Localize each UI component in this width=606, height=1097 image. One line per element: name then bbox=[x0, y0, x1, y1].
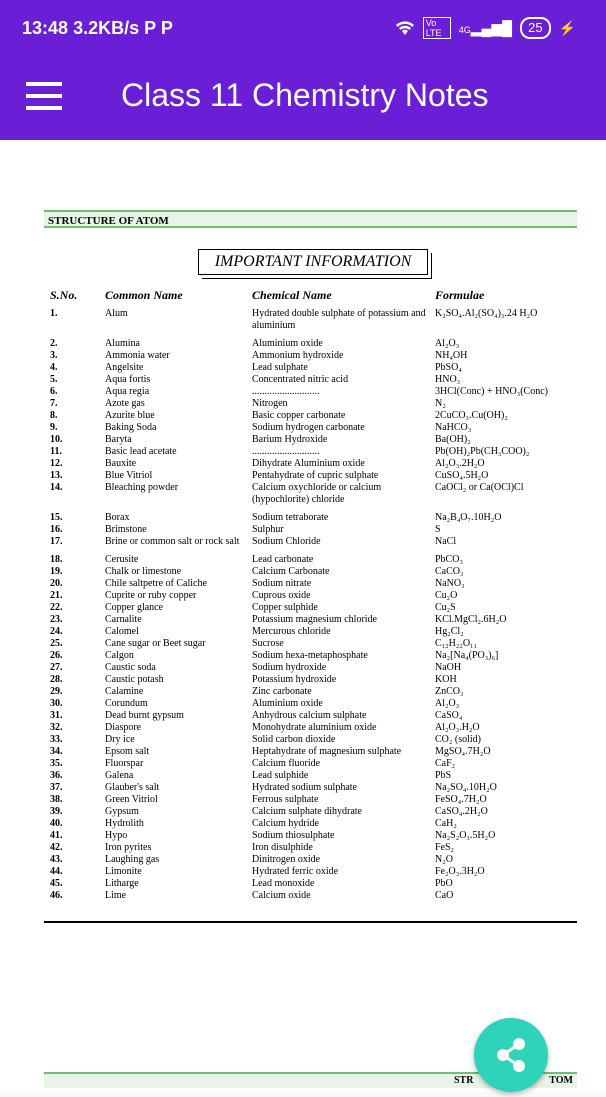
row-number: 10. bbox=[50, 434, 63, 445]
common-name: Caustic potash bbox=[105, 674, 164, 685]
common-name: Bleaching powder bbox=[105, 482, 179, 493]
formula: PbSO₄ bbox=[435, 362, 462, 373]
formula: Ba(OH)₂ bbox=[435, 434, 471, 445]
common-name: Cane sugar or Beet sugar bbox=[105, 638, 206, 649]
common-name: Chalk or limestone bbox=[105, 566, 182, 577]
table-row bbox=[50, 626, 590, 638]
chemical-name: Lead sulphide bbox=[252, 770, 309, 781]
common-name: Cerusite bbox=[105, 554, 139, 565]
formula: CuSO₄.5H₂O bbox=[435, 470, 489, 481]
table-row bbox=[50, 398, 590, 410]
chemical-name: Calcium fluoride bbox=[252, 758, 321, 769]
common-name: Litharge bbox=[105, 878, 139, 889]
table-row bbox=[50, 524, 590, 536]
table-row bbox=[50, 422, 590, 434]
row-number: 1. bbox=[50, 308, 58, 319]
table-row bbox=[50, 734, 590, 746]
chemical-name: Calcium oxychloride or calcium (hypochlorite) chloride bbox=[252, 482, 382, 505]
common-name: Fluorspar bbox=[105, 758, 144, 769]
row-number: 36. bbox=[50, 770, 63, 781]
chemical-name: Sodium Chloride bbox=[252, 536, 321, 547]
chemical-name: ........................... bbox=[252, 446, 320, 457]
formula: CaF₂ bbox=[435, 758, 456, 769]
row-number: 27. bbox=[50, 662, 63, 673]
chemical-name: Monohydrate aluminium oxide bbox=[252, 722, 377, 733]
chemical-name: Sodium hydrogen carbonate bbox=[252, 422, 365, 433]
common-name: Copper glance bbox=[105, 602, 164, 613]
chemical-name: Hydrated sodium sulphate bbox=[252, 782, 357, 793]
formula: Na₂SO₄.10H₂O bbox=[435, 782, 497, 793]
common-name: Brimstone bbox=[105, 524, 147, 535]
common-name: Blue Vitriol bbox=[105, 470, 153, 481]
chemical-name: Dinitrogen oxide bbox=[252, 854, 321, 865]
chemical-name: Heptahydrate of magnesium sulphate bbox=[252, 746, 402, 757]
chemical-name: Nitrogen bbox=[252, 398, 288, 409]
row-number: 15. bbox=[50, 512, 63, 523]
formula: MgSO₄.7H₂O bbox=[435, 746, 491, 757]
formula: CaOCl₂ or Ca(OCl)Cl bbox=[435, 482, 524, 493]
row-number: 21. bbox=[50, 590, 63, 601]
table-row bbox=[50, 386, 590, 398]
common-name: Brine or common salt or rock salt bbox=[105, 536, 240, 547]
row-number: 24. bbox=[50, 626, 63, 637]
compounds-table bbox=[50, 308, 590, 902]
table-row bbox=[50, 374, 590, 386]
formula: Hg₂Cl₂ bbox=[435, 626, 464, 637]
chemical-name: Concentrated nitric acid bbox=[252, 374, 349, 385]
common-name: Green Vitriol bbox=[105, 794, 158, 805]
row-number: 18. bbox=[50, 554, 63, 565]
table-row bbox=[50, 746, 590, 758]
common-name: Azote gas bbox=[105, 398, 145, 409]
header-sno: S.No. bbox=[50, 288, 78, 302]
row-number: 25. bbox=[50, 638, 63, 649]
table-row bbox=[50, 710, 590, 722]
table-row bbox=[50, 662, 590, 674]
table-row bbox=[50, 458, 590, 470]
header-chemical-name: Chemical Name bbox=[252, 288, 332, 302]
common-name: Calgon bbox=[105, 650, 134, 661]
formula: N₂O bbox=[435, 854, 453, 865]
common-name: Calomel bbox=[105, 626, 139, 637]
table-row bbox=[50, 854, 590, 866]
chemical-name: Barium Hydroxide bbox=[252, 434, 328, 445]
row-number: 33. bbox=[50, 734, 63, 745]
formula: HNO₃ bbox=[435, 374, 461, 385]
chemical-name: Lead carbonate bbox=[252, 554, 314, 565]
table-row bbox=[50, 482, 590, 509]
common-name: Limonite bbox=[105, 866, 142, 877]
table-row bbox=[50, 434, 590, 446]
chemical-name: ........................... bbox=[252, 386, 320, 397]
table-row bbox=[50, 698, 590, 710]
row-number: 2. bbox=[50, 338, 58, 349]
row-number: 17. bbox=[50, 536, 63, 547]
formula: Fe₂O₃.3H₂O bbox=[435, 866, 485, 877]
formula: NaNO₃ bbox=[435, 578, 465, 589]
info-box-title: IMPORTANT INFORMATION bbox=[198, 249, 428, 275]
formula: NH₄OH bbox=[435, 350, 468, 361]
chemical-name: Sodium tetraborate bbox=[252, 512, 329, 523]
next-section-header: STR TOM bbox=[44, 1072, 577, 1088]
row-number: 3. bbox=[50, 350, 58, 361]
common-name: Aqua fortis bbox=[105, 374, 151, 385]
formula: FeS₂ bbox=[435, 842, 455, 853]
chemical-name: Calcium hydride bbox=[252, 818, 319, 829]
table-row bbox=[50, 878, 590, 890]
table-row bbox=[50, 806, 590, 818]
common-name: Lime bbox=[105, 890, 127, 901]
formula: KCl.MgCl₂.6H₂O bbox=[435, 614, 507, 625]
table-row bbox=[50, 566, 590, 578]
table-row bbox=[50, 650, 590, 662]
common-name: Basic lead acetate bbox=[105, 446, 177, 457]
common-name: Aqua regia bbox=[105, 386, 150, 397]
row-number: 40. bbox=[50, 818, 63, 829]
volte-icon: Vo LTE bbox=[423, 17, 451, 39]
table-row bbox=[50, 614, 590, 626]
common-name: Hydrolith bbox=[105, 818, 144, 829]
row-number: 41. bbox=[50, 830, 63, 841]
common-name: Cuprite or ruby copper bbox=[105, 590, 197, 601]
formula: C₁₂H₂₂O₁₁ bbox=[435, 638, 478, 649]
common-name: Alumina bbox=[105, 338, 140, 349]
status-icons bbox=[395, 17, 576, 39]
formula: Na₂[Na₄(PO₃)₆] bbox=[435, 650, 499, 661]
common-name: Dead burnt gypsum bbox=[105, 710, 184, 721]
network-icon: 4G▂▄▆█ bbox=[458, 19, 513, 36]
chemical-name: Aluminium oxide bbox=[252, 338, 323, 349]
common-name: Dry ice bbox=[105, 734, 135, 745]
common-name: Borax bbox=[105, 512, 130, 523]
formula: Al₂O₃.H₂O bbox=[435, 722, 480, 733]
table-row bbox=[50, 590, 590, 602]
table-row bbox=[50, 638, 590, 650]
chemical-name: Sodium nitrate bbox=[252, 578, 312, 589]
common-name: Chile saltpetre of Caliche bbox=[105, 578, 207, 589]
chemical-name: Dihydrate Aluminium oxide bbox=[252, 458, 365, 469]
chemical-name: Zinc carbonate bbox=[252, 686, 312, 697]
chemical-name: Lead monoxide bbox=[252, 878, 315, 889]
row-number: 45. bbox=[50, 878, 63, 889]
table-row bbox=[50, 674, 590, 686]
common-name: Caustic soda bbox=[105, 662, 156, 673]
row-number: 4. bbox=[50, 362, 58, 373]
table-row bbox=[50, 782, 590, 794]
common-name: Glauber's salt bbox=[105, 782, 160, 793]
header-common-name: Common Name bbox=[105, 288, 183, 302]
row-number: 19. bbox=[50, 566, 63, 577]
chemical-name: Anhydrous calcium sulphate bbox=[252, 710, 367, 721]
row-number: 42. bbox=[50, 842, 63, 853]
table-row bbox=[50, 794, 590, 806]
table-row bbox=[50, 890, 590, 902]
formula: CO₂ (solid) bbox=[435, 734, 481, 745]
row-number: 22. bbox=[50, 602, 63, 613]
formula: Na₂B₄O₇.10H₂O bbox=[435, 512, 502, 523]
formula: CaSO₄ bbox=[435, 710, 463, 721]
common-name: Baking Soda bbox=[105, 422, 157, 433]
common-name: Alum bbox=[105, 308, 128, 319]
chemical-name: Copper sulphide bbox=[252, 602, 318, 613]
app-bar bbox=[0, 56, 606, 140]
formula: Cu₂O bbox=[435, 590, 458, 601]
row-number: 44. bbox=[50, 866, 63, 877]
table-row bbox=[50, 758, 590, 770]
row-number: 16. bbox=[50, 524, 63, 535]
chemical-name: Sodium hydroxide bbox=[252, 662, 327, 673]
formula: ZnCO₃ bbox=[435, 686, 464, 697]
table-row bbox=[50, 446, 590, 458]
header-formulae: Formulae bbox=[435, 288, 485, 302]
table-row bbox=[50, 362, 590, 374]
chemical-name: Pentahydrate of cupric sulphate bbox=[252, 470, 379, 481]
chemical-name: Solid carbon dioxide bbox=[252, 734, 336, 745]
table-row bbox=[50, 470, 590, 482]
common-name: Hypo bbox=[105, 830, 128, 841]
chemical-name: Calcium oxide bbox=[252, 890, 311, 901]
formula: NaHCO₃ bbox=[435, 422, 472, 433]
row-number: 34. bbox=[50, 746, 63, 757]
chemical-name: Iron disulphide bbox=[252, 842, 313, 853]
wifi-icon bbox=[395, 20, 415, 36]
chemical-name: Potassium magnesium chloride bbox=[252, 614, 377, 625]
common-name: Ammonia water bbox=[105, 350, 170, 361]
row-number: 30. bbox=[50, 698, 63, 709]
formula: 2CuCO₃.Cu(OH)₂ bbox=[435, 410, 508, 421]
table-row bbox=[50, 335, 590, 350]
chemical-name: Aluminium oxide bbox=[252, 698, 323, 709]
common-name: Diaspore bbox=[105, 722, 142, 733]
charging-icon: ⚡ bbox=[558, 19, 576, 36]
formula: CaCO₃ bbox=[435, 566, 464, 577]
chemical-name: Basic copper carbonate bbox=[252, 410, 346, 421]
row-number: 35. bbox=[50, 758, 63, 769]
table-row bbox=[50, 551, 590, 566]
chemical-name: Potassium hydroxide bbox=[252, 674, 337, 685]
common-name: Azurite blue bbox=[105, 410, 155, 421]
common-name: Iron pyrites bbox=[105, 842, 152, 853]
table-row bbox=[50, 308, 590, 335]
chemical-name: Sulphur bbox=[252, 524, 284, 535]
formula: NaCl bbox=[435, 536, 457, 547]
chemical-name: Ammonium hydroxide bbox=[252, 350, 344, 361]
common-name: Bauxite bbox=[105, 458, 137, 469]
chemical-name: Hydrated double sulphate of potassium and aluminium bbox=[252, 308, 426, 331]
row-number: 23. bbox=[50, 614, 63, 625]
row-number: 5. bbox=[50, 374, 58, 385]
table-row bbox=[50, 818, 590, 830]
menu-icon[interactable] bbox=[26, 82, 62, 110]
formula: Cu₂S bbox=[435, 602, 456, 613]
chemical-name: Cuprous oxide bbox=[252, 590, 311, 601]
row-number: 12. bbox=[50, 458, 63, 469]
common-name: Carnalite bbox=[105, 614, 142, 625]
table-row bbox=[50, 350, 590, 362]
chemical-name: Mercurous chloride bbox=[252, 626, 331, 637]
row-number: 8. bbox=[50, 410, 58, 421]
row-number: 46. bbox=[50, 890, 63, 901]
common-name: Gypsum bbox=[105, 806, 139, 817]
table-row bbox=[50, 866, 590, 878]
row-number: 6. bbox=[50, 386, 58, 397]
row-number: 31. bbox=[50, 710, 63, 721]
row-number: 37. bbox=[50, 782, 63, 793]
row-number: 26. bbox=[50, 650, 63, 661]
common-name: Galena bbox=[105, 770, 134, 781]
row-number: 14. bbox=[50, 482, 63, 493]
chemical-name: Calcium Carbonate bbox=[252, 566, 330, 577]
formula: CaSO₄.2H₂O bbox=[435, 806, 488, 817]
formula: Al₂O₃ bbox=[435, 338, 460, 349]
divider bbox=[44, 921, 577, 923]
table-row bbox=[50, 842, 590, 854]
chemical-name: Hydrated ferric oxide bbox=[252, 866, 339, 877]
row-number: 43. bbox=[50, 854, 63, 865]
app-title: Class 11 Chemistry Notes bbox=[121, 77, 489, 113]
section-header: STRUCTURE OF ATOM bbox=[44, 210, 577, 228]
common-name: Angelsite bbox=[105, 362, 144, 373]
formula: FeSO₄.7H₂O bbox=[435, 794, 487, 805]
share-button[interactable] bbox=[474, 1018, 548, 1092]
common-name: Calamine bbox=[105, 686, 144, 697]
common-name: Corundum bbox=[105, 698, 148, 709]
row-number: 29. bbox=[50, 686, 63, 697]
formula: KOH bbox=[435, 674, 457, 685]
row-number: 20. bbox=[50, 578, 63, 589]
row-number: 38. bbox=[50, 794, 63, 805]
table-row bbox=[50, 578, 590, 590]
chemical-name: Ferrous sulphate bbox=[252, 794, 319, 805]
formula: NaOH bbox=[435, 662, 462, 673]
formula: K₂SO₄.Al₂(SO₄)₃.24 H₂O bbox=[435, 308, 538, 319]
share-icon bbox=[474, 1018, 548, 1092]
formula: CaO bbox=[435, 890, 454, 901]
common-name: Epsom salt bbox=[105, 746, 150, 757]
chemical-name: Sucrose bbox=[252, 638, 284, 649]
formula: PbS bbox=[435, 770, 452, 781]
formula: Pb(OH)₂Pb(CH₃COO)₂ bbox=[435, 446, 530, 457]
formula: PbCO₃ bbox=[435, 554, 463, 565]
chemical-name: Lead sulphate bbox=[252, 362, 308, 373]
common-name: Baryta bbox=[105, 434, 132, 445]
row-number: 11. bbox=[50, 446, 62, 457]
table-row bbox=[50, 602, 590, 614]
chemical-name: Calcium sulphate dihydrate bbox=[252, 806, 362, 817]
table-row bbox=[50, 770, 590, 782]
formula: Na₂S₂O₃.5H₂O bbox=[435, 830, 496, 841]
table-row bbox=[50, 686, 590, 698]
formula: N₂ bbox=[435, 398, 446, 409]
formula: PbO bbox=[435, 878, 453, 889]
formula: 3HCl(Conc) + HNO₃(Conc) bbox=[435, 386, 548, 397]
chemical-name: Sodium thiosulphate bbox=[252, 830, 335, 841]
row-number: 9. bbox=[50, 422, 58, 433]
row-number: 39. bbox=[50, 806, 63, 817]
row-number: 32. bbox=[50, 722, 63, 733]
formula: Al₂O₃ bbox=[435, 698, 460, 709]
table-row bbox=[50, 536, 590, 551]
status-time: 13:48 3.2KB/s P P bbox=[22, 18, 173, 38]
row-number: 13. bbox=[50, 470, 63, 481]
table-row bbox=[50, 509, 590, 524]
formula: Al₂O₃.2H₂O bbox=[435, 458, 485, 469]
formula: CaH₂ bbox=[435, 818, 457, 829]
row-number: 7. bbox=[50, 398, 58, 409]
table-row bbox=[50, 830, 590, 842]
row-number: 28. bbox=[50, 674, 63, 685]
battery-icon: 25 bbox=[520, 17, 550, 39]
common-name: Laughing gas bbox=[105, 854, 160, 865]
table-row bbox=[50, 410, 590, 422]
status-bar bbox=[0, 0, 606, 56]
table-row bbox=[50, 722, 590, 734]
formula: S bbox=[435, 524, 441, 535]
chemical-name: Sodium hexa-metaphosphate bbox=[252, 650, 368, 661]
